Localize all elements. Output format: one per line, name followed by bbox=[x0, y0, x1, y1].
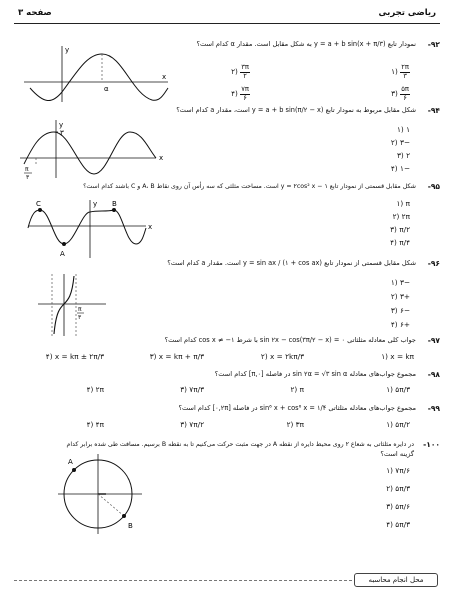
scratch-line bbox=[14, 580, 352, 581]
option-2[interactable]: ۲) π bbox=[290, 385, 304, 394]
point-a-label: A bbox=[68, 458, 73, 466]
option-1[interactable]: ۱) ۱ bbox=[396, 125, 410, 134]
option-3[interactable]: ۳) π/۲ bbox=[390, 225, 410, 234]
option-3[interactable]: ۳) ۷π/۳ bbox=[180, 385, 204, 394]
tick-denominator: ۳ bbox=[78, 314, 82, 321]
sine-graph-q92 bbox=[22, 44, 172, 104]
option-2[interactable]: ۲) ۳− bbox=[390, 138, 410, 147]
question-text-line1: در دایره مثلثاتی به شعاع ۲ روی محیط دایره از نقطه A در جهت مثبت حرکت می‌کنیم تا به نقطه B برسیم. مسافت طی شده برابر کدام bbox=[66, 441, 414, 448]
question-number: -۱۰۰ bbox=[423, 440, 440, 449]
tan-graph-q96 bbox=[36, 272, 116, 338]
option-2[interactable]: ۲) ۳π bbox=[286, 420, 304, 429]
x-label: x bbox=[162, 73, 167, 81]
question-text: مجموع جواب‌های معادله مثلثاتی sin⁶ x + cos⁶ x = ۱/۴ در فاصله [۰,۲π] کدام است؟ bbox=[178, 404, 416, 412]
point-a-label: A bbox=[60, 250, 65, 258]
page-number: صفحه ۳ bbox=[18, 8, 52, 18]
option-3[interactable]: ۳) ۲ bbox=[396, 151, 410, 160]
y-tick: ۳ bbox=[60, 129, 64, 137]
point-b-label: B bbox=[112, 200, 117, 208]
option-1[interactable]: ۱) ۵π/۳ bbox=[386, 385, 410, 394]
question-text: مجموع جواب‌های معادله sin ۲α = √۳ sin α در فاصله [۰,π] کدام است؟ bbox=[214, 370, 416, 378]
scratch-area bbox=[14, 573, 440, 587]
scratch-label: محل انجام محاسبه bbox=[354, 573, 438, 587]
question-number: -۹۶ bbox=[427, 259, 440, 268]
question-number: -۹۴ bbox=[427, 106, 440, 115]
cosine-graph-q95 bbox=[26, 198, 156, 260]
option-2[interactable]: ۲) ۳+ bbox=[390, 292, 410, 301]
option-1[interactable]: ۱) $\frac{۲\pi}{۳}$ bbox=[391, 63, 409, 80]
alpha-label: α bbox=[104, 85, 109, 93]
question-number: -۹۲ bbox=[427, 40, 440, 49]
option-4[interactable]: ۴) ۵π/۳ bbox=[386, 520, 410, 529]
option-3[interactable]: ۳) ۷π/۲ bbox=[180, 420, 204, 429]
x-label: x bbox=[148, 223, 153, 231]
question-text-line2: گزینه است؟ bbox=[380, 450, 414, 458]
tick-numerator: π bbox=[78, 306, 82, 313]
question-text: نمودار تابع y = a + b sin(x + π/۳) به شکل مقابل است. مقدار α کدام است؟ bbox=[196, 40, 416, 48]
subject-title: ریاضی تجربی bbox=[378, 8, 436, 18]
option-3[interactable]: ۳) x = kπ + π/۳ bbox=[149, 352, 204, 361]
option-4[interactable]: ۴) x = kπ ± ۲π/۳ bbox=[45, 352, 104, 361]
option-4[interactable]: ۴) $\frac{۷\pi}{۶}$ bbox=[231, 85, 249, 102]
question-number: -۹۵ bbox=[427, 182, 440, 191]
option-3[interactable]: ۳) ۵π/۶ bbox=[386, 502, 410, 511]
point-c-label: C bbox=[36, 200, 41, 208]
header-rule bbox=[14, 23, 440, 24]
question-number: -۹۹ bbox=[427, 404, 440, 413]
option-1[interactable]: ۱) x = kπ bbox=[381, 352, 414, 361]
option-1[interactable]: ۱) ۳− bbox=[390, 278, 410, 287]
option-2[interactable]: ۲) x = ۲kπ/۳ bbox=[260, 352, 304, 361]
x-tick-denominator: ۳ bbox=[26, 174, 30, 180]
option-4[interactable]: ۴) ۶+ bbox=[390, 320, 410, 329]
question-text: شکل مقابل قسمتی از نمودار تابع y = sin ax / (۱ + cos ax) است. مقدار a کدام است؟ bbox=[167, 259, 416, 267]
y-label: y bbox=[65, 46, 70, 54]
option-1[interactable]: ۱) ۷π/۶ bbox=[386, 466, 410, 475]
question-number: -۹۷ bbox=[427, 336, 440, 345]
option-4[interactable]: ۴) ۴π bbox=[86, 420, 104, 429]
option-2[interactable]: ۲) ۵π/۳ bbox=[386, 484, 410, 493]
question-text: شکل مقابل قسمتی از نمودار تابع y = ۲cos² x − ۱ است. مساحت مثلثی که سه رأس آن روی نقاط A، B و C باشند کدام است؟ bbox=[83, 183, 416, 190]
question-text: جواب کلی معادله مثلثاتی sin ۲x − cos(۳π/۲ − x) = ۰ با شرط cos x ≠ −۱ کدام است؟ bbox=[164, 336, 416, 344]
question-number: -۹۸ bbox=[427, 370, 440, 379]
option-3[interactable]: ۳) $\frac{۵\pi}{۶}$ bbox=[391, 85, 409, 102]
option-1[interactable]: ۱) π bbox=[396, 199, 410, 208]
y-label: y bbox=[59, 121, 64, 129]
option-4[interactable]: ۴) ۲π bbox=[86, 385, 104, 394]
y-label: y bbox=[93, 200, 98, 208]
x-tick-numerator: π bbox=[25, 166, 29, 173]
option-3[interactable]: ۳) ۶− bbox=[390, 306, 410, 315]
option-2[interactable]: ۲) $\frac{۳\pi}{۲}$ bbox=[231, 63, 249, 80]
option-2[interactable]: ۲) ۲π bbox=[392, 212, 410, 221]
sine-graph-q94 bbox=[18, 118, 168, 180]
unit-circle-q100 bbox=[38, 450, 158, 536]
option-4[interactable]: ۴) ۱− bbox=[390, 164, 410, 173]
question-text: شکل مقابل مربوط به نمودار تابع y = a + b sin(π/۲ − x) است، مقدار a کدام است؟ bbox=[176, 106, 416, 114]
option-1[interactable]: ۱) ۵π/۲ bbox=[386, 420, 410, 429]
point-b-label: B bbox=[128, 522, 133, 530]
option-4[interactable]: ۴) π/۴ bbox=[390, 238, 410, 247]
x-label: x bbox=[159, 154, 164, 162]
